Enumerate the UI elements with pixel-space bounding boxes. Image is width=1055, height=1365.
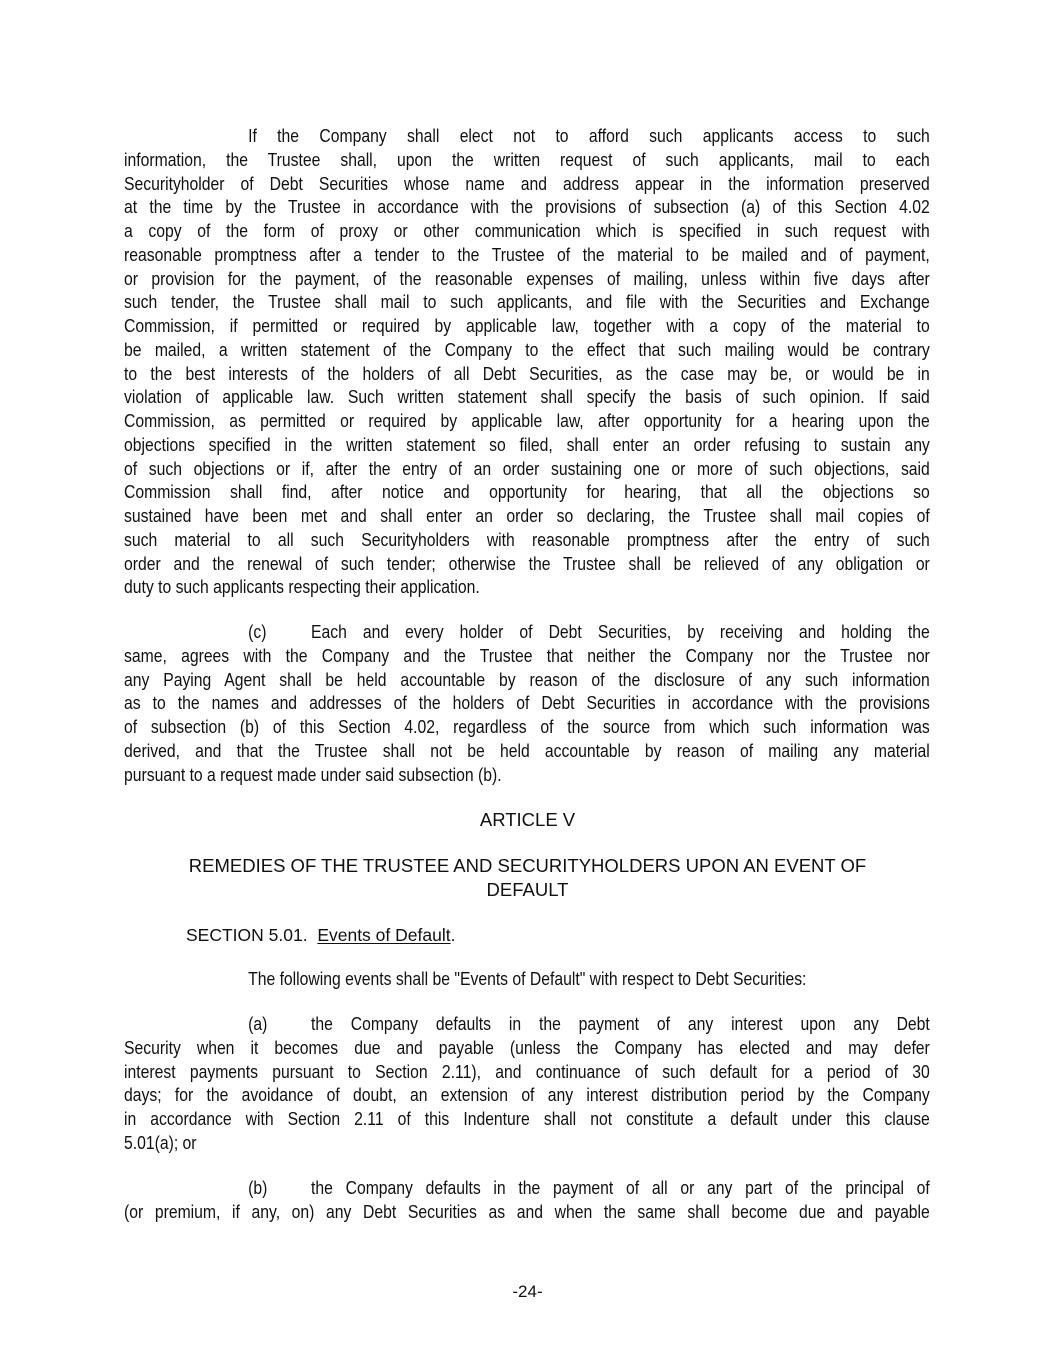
section-title-period: . <box>450 925 456 945</box>
text-line <box>124 362 930 386</box>
article-title-line-1: REMEDIES OF THE TRUSTEE AND SECURITYHOLDERS UPON AN EVENT OF <box>188 855 867 876</box>
line-text: be mailed, a written statement of the Company to the effect that such mailing would be contrary <box>124 338 930 360</box>
line-text: such material to all such Securityholders with reasonable promptness after the entry of such <box>124 528 930 550</box>
line-text: the Company defaults in the payment of all or any part of the principal of <box>311 1177 930 1198</box>
text-line <box>124 338 930 362</box>
text-line <box>124 124 930 148</box>
line-text: If the Company shall elect not to afford such applicants access to such <box>248 125 930 146</box>
text-line <box>124 1176 930 1200</box>
line-text: Security when it becomes due and payable (unless the Company has elected and may defer <box>124 1036 930 1058</box>
text-line <box>124 195 930 219</box>
line-text: reasonable promptness after a tender to the Trustee of the material to be mailed and of payment, <box>124 243 930 265</box>
line-text: of subsection (b) of this Section 4.02, regardless of the source from which such information was <box>124 716 930 737</box>
line-text: days; for the avoidance of doubt, an extension of any interest distribution period by the Company <box>124 1084 930 1106</box>
text-line <box>124 409 930 433</box>
line-text: Commission shall find, after notice and opportunity for hearing, that all the objections so <box>124 481 930 503</box>
article-title-line-2: DEFAULT <box>486 879 569 900</box>
text-line <box>124 172 930 196</box>
line-text: violation of applicable law. Such written statement shall specify the basis of such opinion. If said <box>124 386 930 408</box>
paragraph-c-holder-agreement <box>124 620 930 786</box>
article-number: ARTICLE V <box>479 809 576 830</box>
line-text: objections specified in the written statement so filed, shall enter an order refusing to sustain any <box>124 433 930 455</box>
line-text: at the time by the Trustee in accordance with the provisions of subsection (a) of this Section 4.02 <box>124 196 930 218</box>
line-text: interest payments pursuant to Section 2.11), and continuance of such default for a period of 30 <box>124 1060 930 1082</box>
clause-label: (a) <box>248 1013 268 1034</box>
text-line <box>124 552 930 576</box>
line-text: order and the renewal of such tender; otherwise the Trustee shall be relieved of any obligation or <box>124 552 930 574</box>
text-line <box>124 1036 930 1060</box>
text-line <box>124 314 930 338</box>
text-line <box>124 668 930 692</box>
line-text: Commission, if permitted or required by applicable law, together with a copy of the material to <box>124 315 930 336</box>
line-text: same, agrees with the Company and the Trustee that neither the Company nor the Trustee nor <box>124 644 930 666</box>
text-line <box>124 219 930 243</box>
text-line <box>124 967 930 991</box>
text-line <box>124 739 930 763</box>
text-line <box>124 243 930 267</box>
paragraph-access-information <box>124 124 930 599</box>
line-text: any Paying Agent shall be held accountable by reason of the disclosure of any such information <box>124 668 930 690</box>
line-text: Commission, as permitted or required by applicable law, after opportunity for a hearing upon the <box>124 410 930 431</box>
line-text: of such objections or if, after the entry of an order sustaining one or more of such objections, said <box>124 457 930 479</box>
paragraph-b-principal-default <box>124 1176 930 1224</box>
section-heading <box>186 923 455 947</box>
text-line <box>124 528 930 552</box>
line-text: in accordance with Section 2.11 of this Indenture shall not constitute a default under this clause <box>124 1108 930 1129</box>
line-text: sustained have been met and shall enter an order so declaring, the Trustee shall mail copies of <box>124 505 930 526</box>
line-text: pursuant to a request made under said subsection (b). <box>124 763 502 785</box>
text-line <box>124 1107 930 1131</box>
text-line <box>124 1131 930 1155</box>
line-text: or provision for the payment, of the reasonable expenses of mailing, unless within five days after <box>124 267 930 289</box>
line-text: The following events shall be "Events of Default" with respect to Debt Securities: <box>248 968 807 989</box>
clause-label: (b) <box>248 1177 268 1198</box>
text-line <box>124 620 930 644</box>
text-line <box>124 575 930 599</box>
paragraph-a-interest-default <box>124 1012 930 1155</box>
text-line <box>124 504 930 528</box>
text-line <box>124 290 930 314</box>
paragraph-events-intro <box>124 967 930 991</box>
section-title: Events of Default <box>317 925 451 945</box>
line-text: 5.01(a); or <box>124 1131 197 1153</box>
line-text: duty to such applicants respecting their application. <box>124 576 480 598</box>
text-line <box>124 457 930 481</box>
text-line <box>124 763 930 787</box>
text-line <box>124 148 930 172</box>
text-line <box>124 267 930 291</box>
text-line <box>124 1012 930 1036</box>
text-line <box>124 385 930 409</box>
page-number: -24- <box>512 1282 543 1301</box>
text-line <box>124 715 930 739</box>
line-text: such tender, the Trustee shall mail to such applicants, and file with the Securities and Exchange <box>124 291 930 313</box>
line-text: a copy of the form of proxy or other communication which is specified in such request with <box>124 220 930 241</box>
line-text: Securityholder of Debt Securities whose name and address appear in the information preserved <box>124 172 930 194</box>
line-text: information, the Trustee shall, upon the written request of such applicants, mail to each <box>124 148 930 170</box>
line-text: to the best interests of the holders of all Debt Securities, as the case may be, or would be in <box>124 362 930 384</box>
clause-label: (c) <box>248 621 267 642</box>
section-number: SECTION 5.01. <box>186 925 308 945</box>
line-text: Each and every holder of Debt Securities, by receiving and holding the <box>311 621 930 642</box>
text-line <box>124 1200 930 1224</box>
text-line <box>124 1060 930 1084</box>
text-line <box>124 644 930 668</box>
text-line <box>124 1083 930 1107</box>
text-line <box>124 433 930 457</box>
line-text: (or premium, if any, on) any Debt Securities as and when the same shall become due and payable <box>124 1200 930 1222</box>
text-line <box>124 691 930 715</box>
line-text: as to the names and addresses of the holders of Debt Securities in accordance with the provisions <box>124 692 930 714</box>
text-line <box>124 480 930 504</box>
line-text: the Company defaults in the payment of any interest upon any Debt <box>311 1013 930 1034</box>
line-text: derived, and that the Trustee shall not be held accountable by reason of mailing any material <box>124 739 930 761</box>
